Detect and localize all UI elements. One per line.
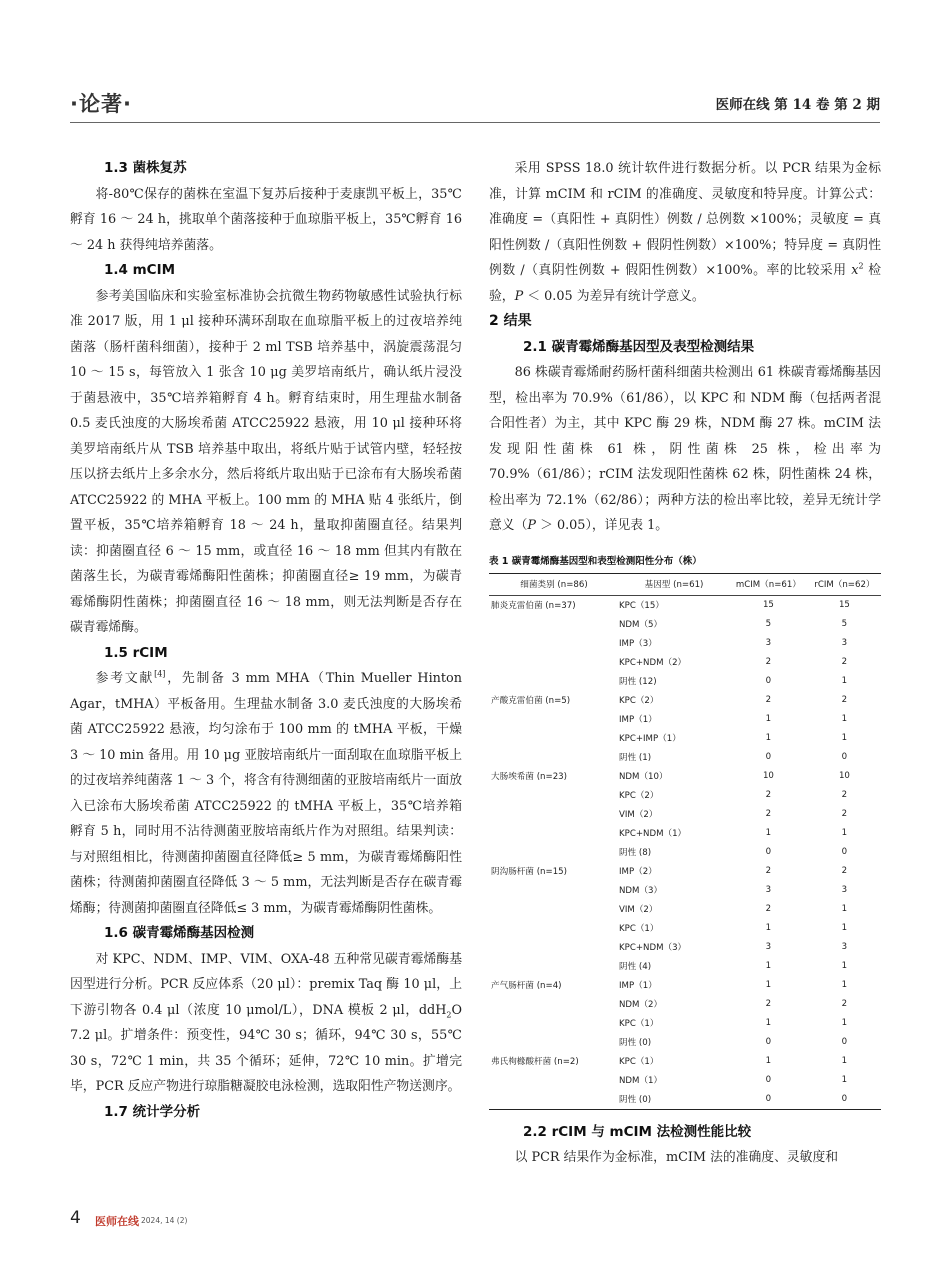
table-cell-rcim: 2 — [841, 657, 848, 667]
table-cell-rcim: 2 — [841, 999, 848, 1009]
table-row — [489, 843, 881, 862]
table-row — [489, 786, 881, 805]
table-cell-rcim: 1 — [841, 1056, 848, 1066]
table-cell-category — [489, 748, 619, 767]
table-cell-category — [489, 881, 619, 900]
table-cell-genotype: NDM（5） — [619, 620, 663, 630]
table-cell-mcim: 3 — [765, 638, 772, 648]
table-cell-category — [489, 710, 619, 729]
table-cell-mcim: 1 — [765, 961, 772, 971]
table-cell-genotype: KPC（2） — [619, 791, 659, 801]
table-cell-category — [489, 615, 619, 634]
table-row — [489, 595, 881, 615]
table-row — [489, 957, 881, 976]
table-row — [489, 995, 881, 1014]
table-cell-genotype: 阴性 (12) — [619, 677, 657, 687]
table-cell-genotype: KPC+NDM（2） — [619, 658, 687, 668]
table-cell-rcim: 15 — [838, 600, 850, 610]
table-cell-category: 大肠埃希菌 (n=23) — [491, 772, 567, 782]
paragraph-1-5: 参考文献[4]，先制备 3 mm MHA（Thin Mueller Hinton Agar，tMHA）平板备用。生理盐水制备 3.0 麦氏浊度的大肠埃希菌 ATCC25922 悬液，均匀涂布于 100 mm 的 tMHA 平板，干燥 3 ～ 10 min 备用。用 10 μg 亚胺培南纸片一面刮取在血琼脂平板上的过夜培养纯菌落 1 ～ 3 个，将含有待测细菌的亚胺培南纸片一面放入已涂布大肠埃希菌 ATCC25922 的 tMHA 平板上，35℃培养箱孵育 5 h，同时用不沾待测菌亚胺培南纸片作为对照组。结果判读：与对照组相比，待测菌抑菌圈直径降低≥ 5 mm，为碳青霉烯酶阳性菌株；待测菌抑菌圈直径降低 3 ～ 5 mm，无法判断是否存在碳青霉烯酶；待测菌抑菌圈直径降低≤ 3 mm，为碳青霉烯酶阴性菌株。 — [70, 669, 463, 916]
table-cell-genotype: IMP（3） — [619, 639, 657, 649]
col-header-category: 细菌类别 (n=86) — [489, 573, 619, 595]
table-cell-rcim: 1 — [841, 733, 848, 743]
table-row — [489, 1033, 881, 1052]
table-cell-category — [489, 843, 619, 862]
table-row — [489, 748, 881, 767]
table-cell-mcim: 1 — [765, 1018, 772, 1028]
table-cell-genotype: 阴性 (1) — [619, 753, 652, 763]
table-cell-category — [489, 1033, 619, 1052]
table-cell-genotype: NDM（2） — [619, 1000, 663, 1010]
table-cell-mcim: 1 — [765, 923, 772, 933]
table-cell-category: 阴沟肠杆菌 (n=15) — [491, 867, 567, 877]
heading-2-2: 2.2 rCIM 与 mCIM 法检测性能比较 — [523, 1123, 752, 1140]
table-row — [489, 1090, 881, 1110]
table-cell-genotype: KPC+NDM（3） — [619, 943, 687, 953]
table-cell-category — [489, 919, 619, 938]
table-cell-genotype: KPC（1） — [619, 1057, 659, 1067]
table-cell-category — [489, 995, 619, 1014]
table-cell-mcim: 0 — [765, 1037, 772, 1047]
table-cell-category: 产酸克雷伯菌 (n=5) — [491, 696, 571, 706]
table-row — [489, 653, 881, 672]
table-cell-mcim: 5 — [765, 619, 772, 629]
table-cell-category — [489, 786, 619, 805]
table-row — [489, 1071, 881, 1090]
table-cell-mcim: 2 — [765, 809, 772, 819]
heading-2-1: 2.1 碳青霉烯酶基因型及表型检测结果 — [523, 338, 755, 355]
table-cell-rcim: 5 — [841, 619, 848, 629]
table-cell-genotype: KPC（2） — [619, 696, 659, 706]
section-label: ·论著· — [70, 92, 132, 116]
table-row — [489, 710, 881, 729]
heading-1-5: 1.5 rCIM — [104, 644, 168, 661]
table-cell-mcim: 0 — [765, 752, 772, 762]
table-cell-category — [489, 672, 619, 691]
table-cell-mcim: 2 — [765, 866, 772, 876]
table-cell-rcim: 1 — [841, 676, 848, 686]
table-cell-genotype: 阴性 (8) — [619, 848, 652, 858]
table-cell-genotype: NDM（3） — [619, 886, 663, 896]
table-cell-rcim: 3 — [841, 942, 848, 952]
table-row — [489, 634, 881, 653]
table-cell-rcim: 3 — [841, 638, 848, 648]
heading-1-7: 1.7 统计学分析 — [104, 1103, 201, 1120]
table-cell-mcim: 3 — [765, 885, 772, 895]
table-row — [489, 1052, 881, 1071]
table-cell-mcim: 15 — [762, 600, 774, 610]
table-cell-rcim: 0 — [808, 1090, 881, 1110]
table-cell-genotype: KPC+NDM（1） — [619, 829, 687, 839]
table-row — [489, 900, 881, 919]
table-row — [489, 976, 881, 995]
table-cell-genotype: KPC（1） — [619, 924, 659, 934]
table-cell-genotype: IMP（1） — [619, 715, 657, 725]
col-header-rcim: rCIM（n=62） — [808, 573, 881, 595]
table-cell-genotype: IMP（1） — [619, 981, 657, 991]
table-cell-mcim: 2 — [765, 790, 772, 800]
table-1 — [489, 573, 881, 1110]
table-cell-mcim: 0 — [765, 1075, 772, 1085]
table-cell-genotype: VIM（2） — [619, 905, 658, 915]
paragraph-1-6: 对 KPC、NDM、IMP、VIM、OXA-48 五种常见碳青霉烯酶基因型进行分析。PCR 反应体系（20 μl）：premix Taq 酶 10 μl，上下游引物各 0.4 μl（浓度 10 μmol/L），DNA 模板 2 μl，ddH$_2$O 7.2 μl。扩增条件：预变性，94℃ 30 s；循环，94℃ 30 s，55℃ 30 s，72℃ 1 min，共 35 个循环；延伸，72℃ 10 min。扩增完毕，PCR 反应产物进行琼脂糖凝胶电泳检测，选取阳性产物送测序。 — [70, 951, 462, 1094]
table-cell-category — [489, 824, 619, 843]
table-cell-rcim: 1 — [841, 961, 848, 971]
table-cell-genotype: 阴性 (0) — [619, 1090, 729, 1110]
table-cell-genotype: NDM（1） — [619, 1076, 663, 1086]
table-cell-genotype: KPC+IMP（1） — [619, 734, 681, 744]
heading-1-6: 1.6 碳青霉烯酶基因检测 — [104, 925, 255, 941]
table-cell-rcim: 3 — [841, 885, 848, 895]
table-cell-rcim: 2 — [841, 790, 848, 800]
table-cell-mcim: 10 — [762, 771, 774, 781]
table-cell-rcim: 2 — [841, 695, 848, 705]
table-row — [489, 881, 881, 900]
table-cell-mcim: 0 — [765, 847, 772, 857]
table-cell-category — [489, 900, 619, 919]
header-divider — [70, 122, 880, 123]
table-cell-mcim: 1 — [765, 1056, 772, 1066]
right-column — [489, 156, 881, 1171]
left-column — [70, 156, 462, 1125]
table-1-caption: 表 1 碳青霉烯酶基因型和表型检测阳性分布（株） — [489, 555, 702, 567]
table-cell-rcim: 1 — [841, 714, 848, 724]
table-row — [489, 1014, 881, 1033]
col-header-genotype: 基因型 (n=61) — [619, 573, 729, 595]
table-cell-category — [489, 1014, 619, 1033]
paragraph-1-3: 将-80℃保存的菌株在室温下复苏后接种于麦康凯平板上，35℃孵育 16 ～ 24 h，挑取单个菌落接种于血琼脂平板上，35℃孵育 16 ～ 24 h 获得纯培养菌落。 — [70, 186, 462, 253]
table-cell-rcim: 10 — [838, 771, 850, 781]
footer-issue: 2024, 14 (2) — [141, 1216, 188, 1225]
table-cell-rcim: 1 — [841, 1075, 848, 1085]
table-cell-genotype: NDM（10） — [619, 772, 668, 782]
table-header-row — [489, 573, 881, 595]
table-cell-genotype: KPC（15） — [619, 601, 664, 611]
table-cell-genotype: IMP（2） — [619, 867, 657, 877]
table-row — [489, 767, 881, 786]
table-cell-genotype: 阴性 (4) — [619, 962, 652, 972]
table-cell-category — [489, 653, 619, 672]
table-cell-genotype: VIM（2） — [619, 810, 658, 820]
reference-marker: [4] — [154, 669, 166, 679]
table-row — [489, 862, 881, 881]
table-cell-category — [489, 634, 619, 653]
table-cell-mcim: 2 — [765, 999, 772, 1009]
table-cell-rcim: 2 — [841, 866, 848, 876]
table-row — [489, 824, 881, 843]
table-cell-category: 产气肠杆菌 (n=4) — [491, 981, 562, 991]
table-cell-rcim: 1 — [841, 980, 848, 990]
table-row — [489, 615, 881, 634]
table-cell-category: 弗氏枸橼酸杆菌 (n=2) — [491, 1057, 579, 1067]
table-cell-rcim: 1 — [841, 904, 848, 914]
table-cell-mcim: 3 — [765, 942, 772, 952]
table-cell-genotype: 阴性 (0) — [619, 1038, 652, 1048]
table-cell-mcim: 1 — [765, 828, 772, 838]
heading-1-4: 1.4 mCIM — [104, 262, 176, 278]
table-cell-rcim: 1 — [841, 828, 848, 838]
table-cell-genotype: KPC（1） — [619, 1019, 659, 1029]
table-cell-rcim: 1 — [841, 1018, 848, 1028]
table-row — [489, 805, 881, 824]
paragraph-1-7: 采用 SPSS 18.0 统计软件进行数据分析。以 PCR 结果为金标准，计算 mCIM 和 rCIM 的准确度、灵敏度和特异度。计算公式：准确度 =（真阳性 + 真阴性）例数 / 总例数 ×100%；灵敏度 = 真阳性例数 /（真阳性例数 + 假阴性例数）×100%；特异度 = 真阴性例数 /（真阴性例数 + 假阳性例数）×100%。率的比较采用 $x^2$ 检验，P ＜ 0.05 为差异有统计学意义。 — [489, 161, 881, 304]
table-cell-rcim: 0 — [841, 1037, 848, 1047]
table-cell-category — [489, 1071, 619, 1090]
table-row — [489, 691, 881, 710]
table-cell-mcim: 1 — [765, 733, 772, 743]
table-cell-mcim: 2 — [765, 657, 772, 667]
table-1-body — [489, 595, 881, 1109]
table-cell-rcim: 2 — [841, 809, 848, 819]
table-cell-mcim: 1 — [765, 980, 772, 990]
paragraph-2-1: 86 株碳青霉烯耐药肠杆菌科细菌共检测出 61 株碳青霉烯酶基因型，检出率为 70.9%（61/86），以 KPC 和 NDM 酶（包括两者混合阳性者）为主，其中 KPC 酶 29 株，NDM 酶 27 株。mCIM 法发现阳性菌株 61 株，阴性菌株 25 株，检出率为 70.9%（61/86）；rCIM 法发现阳性菌株 62 株，阴性菌株 24 株，检出率为 72.1%（62/86）；两种方法的检出率比较，差异无统计学意义（P ＞ 0.05），详见表 1。 — [489, 365, 881, 533]
table-cell-mcim: 0 — [765, 676, 772, 686]
table-row — [489, 672, 881, 691]
table-row — [489, 938, 881, 957]
paragraph-2-2: 以 PCR 结果作为金标准，mCIM 法的准确度、灵敏度和 — [514, 1150, 839, 1165]
table-row — [489, 729, 881, 748]
table-cell-mcim: 2 — [765, 904, 772, 914]
table-cell-category — [489, 957, 619, 976]
table-cell-rcim: 0 — [841, 847, 848, 857]
paragraph-1-4: 参考美国临床和实验室标准协会抗微生物药物敏感性试验执行标准 2017 版，用 1 μl 接种环满环刮取在血琼脂平板上的过夜培养纯菌落（肠杆菌科细菌），接种于 2 ml TSB 培养基中，涡旋震荡混匀 10 ～ 15 s，每管放入 1 张含 10 μg 美罗培南纸片，确认纸片浸没于菌悬液中，35℃培养箱孵育 4 h。孵育结束时，用生理盐水制备 0.5 麦氏浊度的大肠埃希菌 ATCC25922 悬液，用 10 μl 接种环将美罗培南纸片从 TSB 培养基中取出，将纸片贴于试管内壁，轻轻按压以挤去纸片上多余水分，然后将纸片取出贴于已涂布有大肠埃希菌 ATCC25922 的 MHA 平板上。100 mm 的 MHA 贴 4 张纸片，倒置平板，35℃培养箱孵育 18 ～ 24 h，量取抑菌圈直径。结果判读：抑菌圈直径 6 ～ 15 mm，或直径 16 ～ 18 mm 但其内有散在菌落生长，为碳青霉烯酶阳性菌株；抑菌圈直径≥ 19 mm，为碳青霉烯酶阴性菌株；抑菌圈直径 16 ～ 18 mm，则无法判断是否存在碳青霉烯酶。 — [70, 288, 462, 635]
heading-1-3: 1.3 菌株复苏 — [104, 160, 187, 176]
table-cell-category — [489, 938, 619, 957]
col-header-mcim: mCIM（n=61） — [729, 573, 808, 595]
table-cell-category — [489, 1090, 619, 1110]
table-row — [489, 919, 881, 938]
table-cell-mcim: 2 — [765, 695, 772, 705]
journal-logo: 医师在线 — [95, 1215, 139, 1228]
table-cell-category — [489, 805, 619, 824]
table-cell-mcim: 0 — [729, 1090, 808, 1110]
table-cell-rcim: 1 — [841, 923, 848, 933]
page-number: 4 — [70, 1208, 81, 1228]
journal-issue-title: 医师在线 第 14 卷 第 2 期 — [715, 97, 880, 113]
table-cell-rcim: 0 — [841, 752, 848, 762]
table-cell-mcim: 1 — [765, 714, 772, 724]
table-cell-category — [489, 729, 619, 748]
table-cell-category: 肺炎克雷伯菌 (n=37) — [491, 601, 576, 611]
heading-2: 2 结果 — [489, 313, 532, 329]
